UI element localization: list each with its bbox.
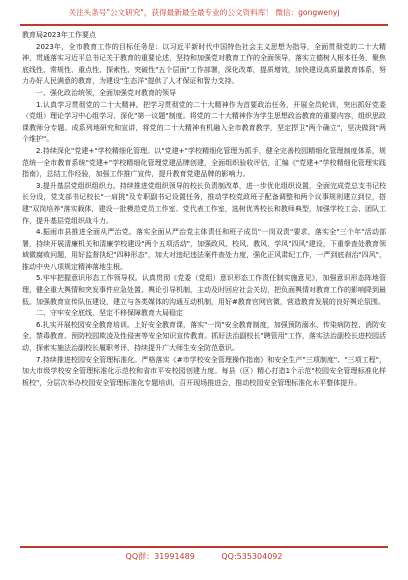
paragraph-item-3: 3.提升基层党组织组织力。持续推进党组织领导的校长负责制改革，进一步优化组织设置，全面完成党总支书记校长分设，党支部书记校长"一肩挑"及专职副书记设置任务，推动学校党政班子配备调整和两个议事规则建立到位，搭建"双岗培养"落实载体，建设一批模范党员工作室、党代表工作室，选树优秀校长和教师典型，加强学校工会、团队工作，提升基层党组织战斗力。 [22,181,386,225]
footer-contact [20,546,388,570]
header-banner: 关注头条号"公文研究"，获得最新最全最专业的公文资料库！ 微信：gongwenyj [20,4,388,26]
paragraph-item-7: 7.持续推进校园安全管理标准化。严格落实《#市学校安全管理操作指南》和安全生产"三项制度"、"三项工程"，加大市级学校安全管理标准化示范校和省市平安校园创建力度。每县（区）精心打造1个示范"校园安全管理标准化样板校"，分层次举办校园安全管理标准化专题培训，召开现场推进会，推动校园安全管理标准化水平整体提升。 [22,355,386,387]
intro-paragraph: 2023年，全市教育工作的目标任务是：以习近平新时代中国特色社会主义思想为指导，全面贯彻党的二十大精神，贯通落实习近平总书记关于教育的重要论述，坚持和加强党对教育工作的全面领导，落实立德树人根本任务，聚焦底线性、常规性、重点性、探索性、突破性"五个层面"工作部署，深化改革，提质增效，加快建设高质量教育体系，努力办好人民满意的教育，为建设"生态洋"提供了人才保证和智力支持。 [22,42,386,86]
paragraph-item-5: 5.牢牢把握意识形态工作领导权。认真贯彻《党委（党组）意识形态工作责任制实施意见》，加强意识形态阵地管理，健全重大舆情和突发事件应急处置、舆论引导机制，主动及时回应社会关切，把负面舆情对教育工作的影响降到最低。加强教育宣传队伍建设，建立与各类媒体的沟通互动机制，用好#教育官网官微，营造教育发展的良好舆论氛围。 [22,274,386,306]
paragraph-item-1: 1.认真学习贯彻党的二十大精神。把学习贯彻党的二十大精神作为首要政治任务，开展全员轮训，突出抓好党委（党组）理论学习中心组学习、深化"第一议题"制度。将党的二十大精神作为学生思想政治教育的重要内容，组织思政课教师分专题、成系列地研究和宣讲，将党的二十大精神有机融入全市教育教学，坚定捍卫"两个确立"，坚决做到"两个维护"。 [22,100,386,144]
document-body [22,30,386,538]
footer-qq-group: QQ群：31991489 [125,552,195,561]
section-heading-2: 二、守牢安全底线，坚定不移保障教育大局稳定 [36,309,183,318]
footer-qq: QQ:535304092 [221,552,283,561]
section-heading-1: 一、强化政治统领，全面加强党对教育的领导 [36,88,176,97]
paragraph-item-6: 6.扎实开展校园安全教育培训。上好安全教育课，落实"一岗"安全教育制度，加强预防溺水、传染病防控、消防安全、禁毒教育、预防校园欺凌及性侵害等安全知识宣传教育。抓好法治副校长"聘管用"工作，落实法治副校长进校园活动，探索实施法治副校长履职考评，持续提升广大师生安全防范意识。 [22,320,386,353]
document-title: 教育局2023年工作要点 [22,31,96,39]
paragraph-item-4: 4.振雨市县推进全面从严治党。落实全面从严治党主体责任和班子成员"一岗双责"要求，落实全"三个年"活动部署，持续开展清廉机关和清廉学校建设"两个五项活动"，加强政风、校风、教风、学风"四风"建设，下重拳查处教育领域微腐败问题，用好监督执纪"四种形态"，加大对违纪违法案件查处力度，强化正风肃纪工作，一严到底刹治"四风"，推动中央八项规定精神落地生根。 [22,228,386,271]
paragraph-item-2: 2.持续深化"党建+"学校精细化管理。以"党建+"学校精细化管理为抓手，健全完善校园精细化管理制度体系，规范统一全市教育系统"党建+"学校精细化管理党建品牌创建，全面组织验收评估，汇编《"党建+"学校精细化管理实践指南》，总结工作经验，加强工作推广宣传，提升教育党建品牌的影响力。 [22,146,386,179]
